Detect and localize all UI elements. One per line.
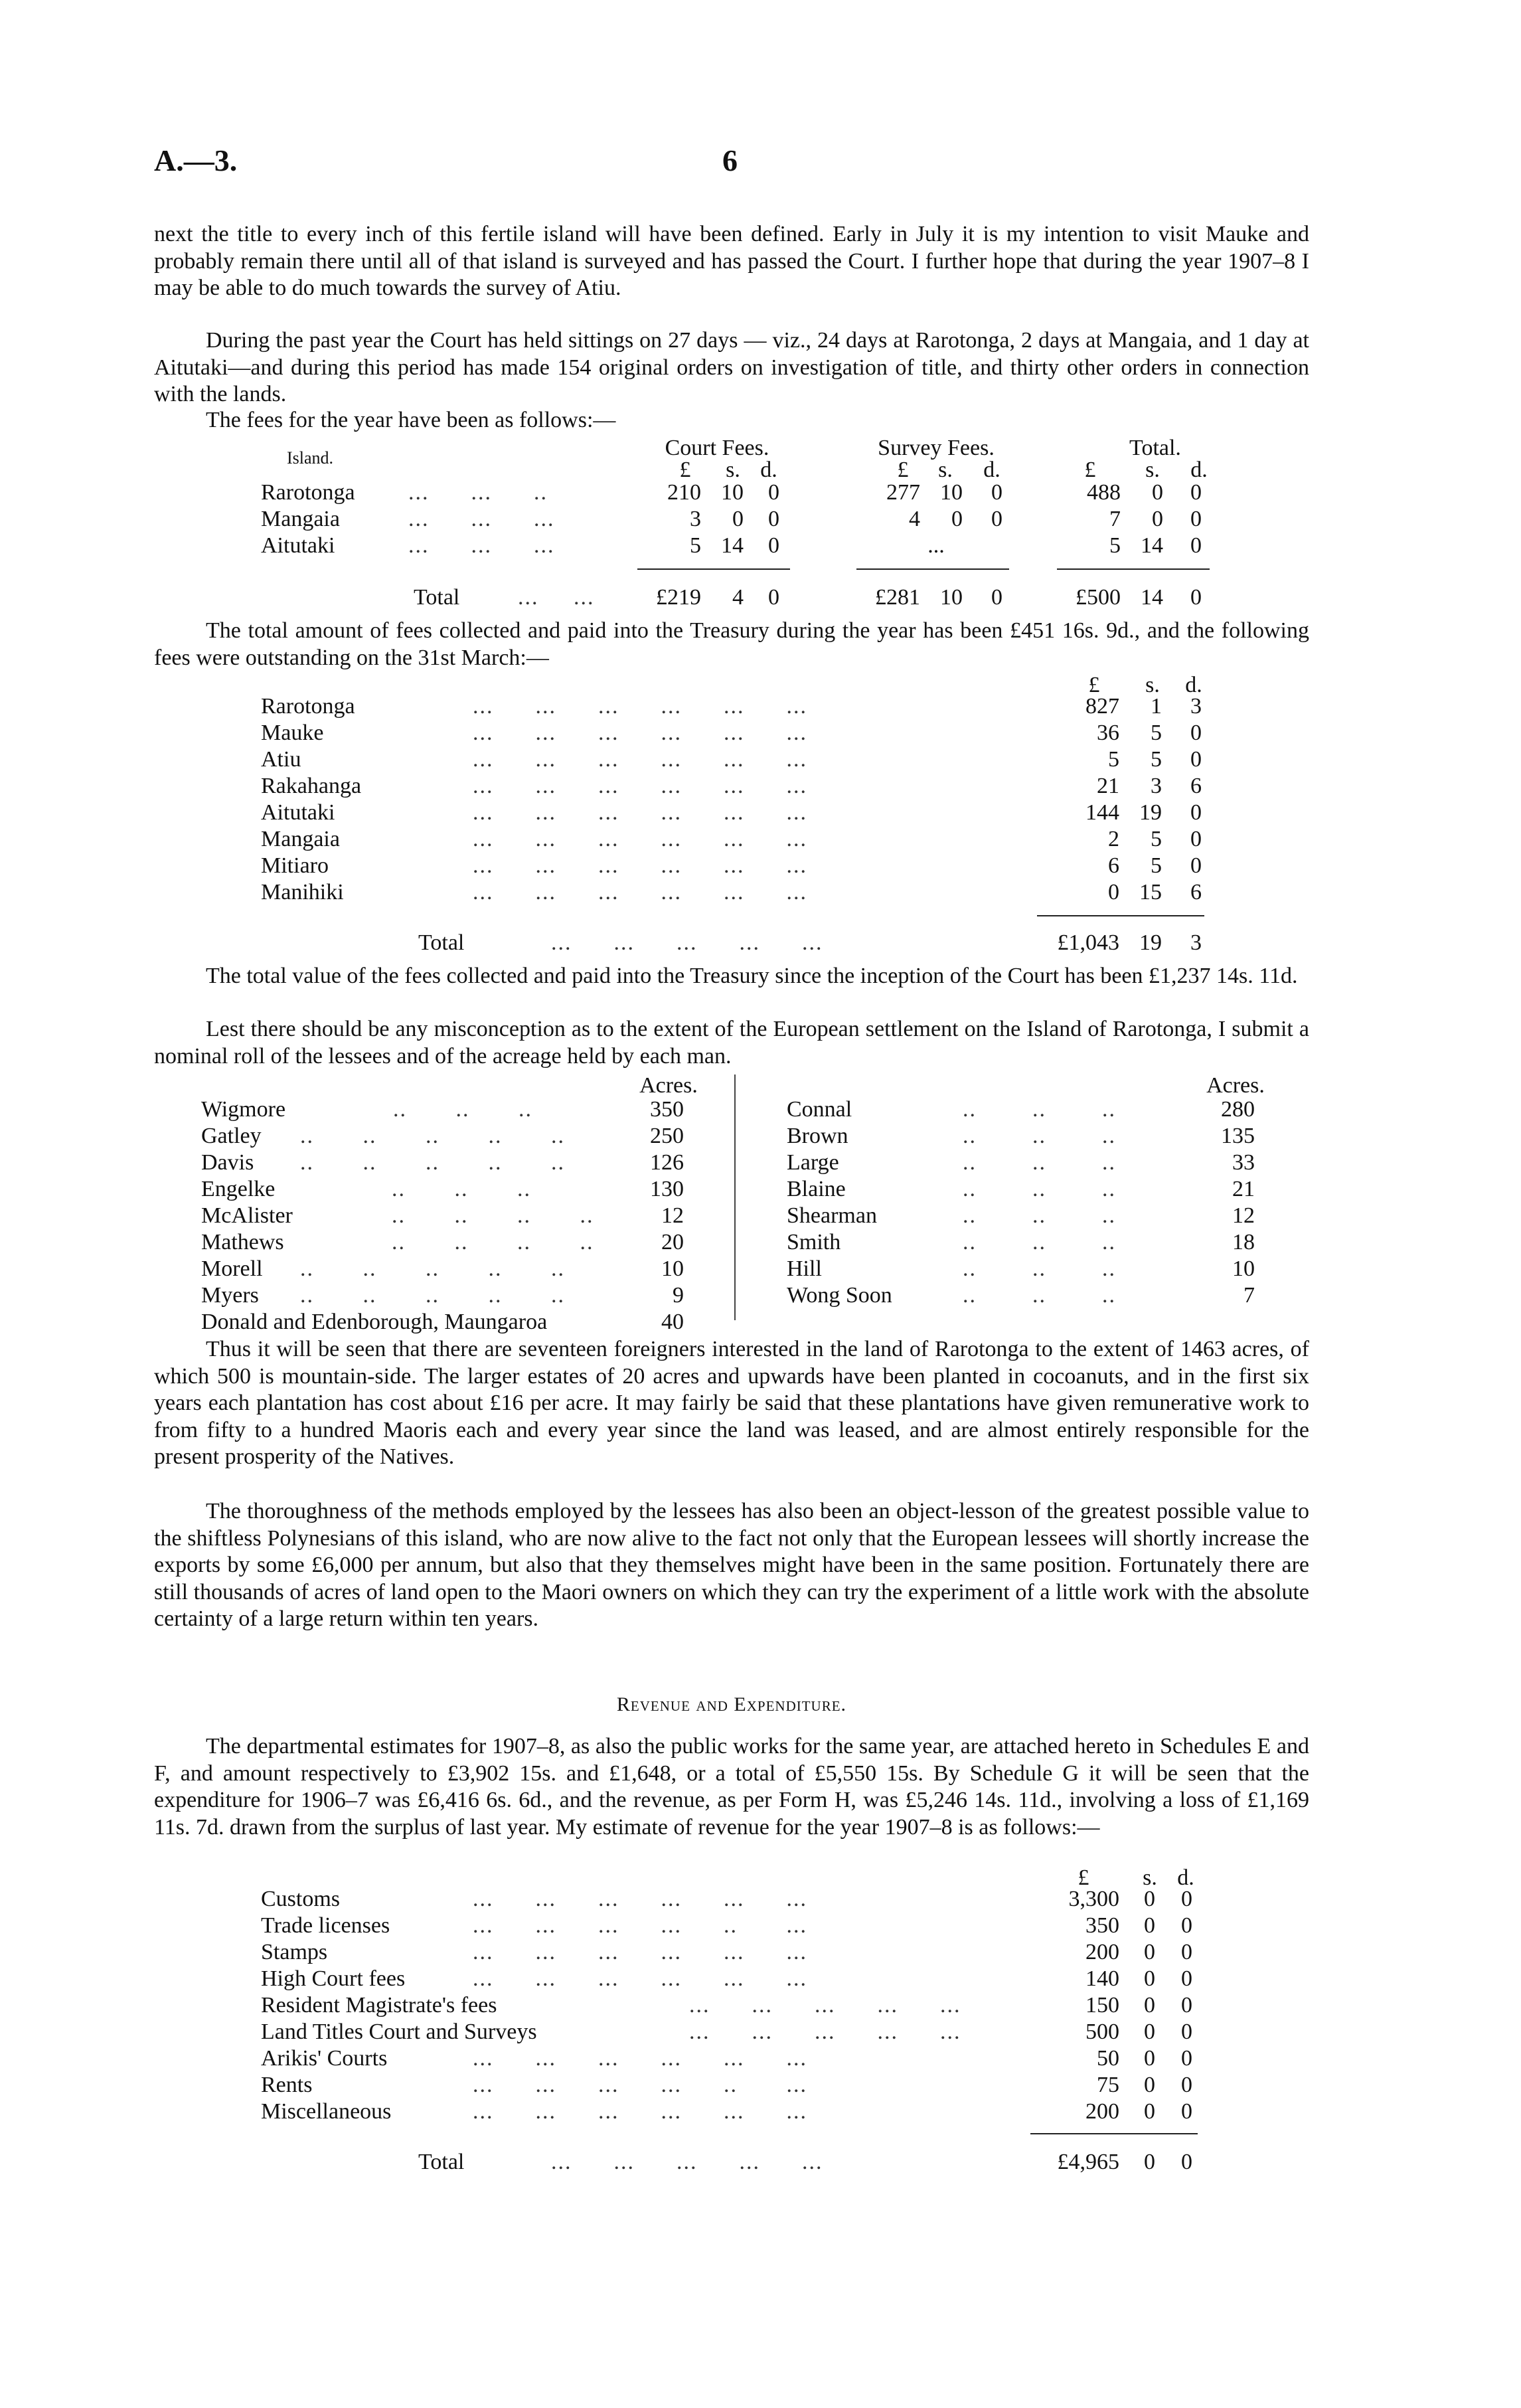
revenue-unit: d. bbox=[1177, 1865, 1194, 1890]
paragraph-1: next the title to every inch of this fertile island will have been defined. Early in July it is my intention to visit Mauke and probably remain there until all of that island is surveyed and has passed the Court. I further hope that during the year 1907–8 I may be able to do much towards the survey of Atiu. bbox=[154, 222, 1309, 300]
fees-col-total: Total. bbox=[1129, 436, 1181, 460]
paragraph-4: The total amount of fees collected and paid into the Treasury during the year has been £451 16s. 9d., and the following fees were outstanding on the 31st March:— bbox=[154, 618, 1309, 670]
fees-unit: £ bbox=[1084, 458, 1096, 482]
outstanding-unit: s. bbox=[1145, 673, 1160, 697]
fees-unit: s. bbox=[1145, 458, 1160, 482]
fees-unit: d. bbox=[1190, 458, 1208, 482]
paragraph-2: During the past year the Court has held sittings on 27 days — viz., 24 days at Rarotonga, 2 days at Mangaia, and 1 day at Aitutaki—and during this period has made 154 original orders on investigation of title, and thirty other orders in connection with the lands. bbox=[154, 328, 1309, 406]
fees-total-rule bbox=[637, 568, 790, 570]
fees-unit: £ bbox=[897, 458, 909, 482]
fees-total-rule bbox=[856, 568, 1009, 570]
fees-unit: £ bbox=[679, 458, 691, 482]
fees-unit: s. bbox=[938, 458, 953, 482]
outstanding-unit: £ bbox=[1088, 673, 1100, 697]
fees-total-rule bbox=[1057, 568, 1210, 570]
outstanding-total-rule bbox=[1037, 915, 1204, 916]
paragraph-9: The departmental estimates for 1907–8, as also the public works for the same year, are attached hereto in Schedules E and F, and amount respectively to £3,902 15s. and £1,648, or a total of £5,550 15s. By Schedule G it will be seen that the expenditure for 1906–7 was £6,416 6s. 6d., and the revenue, as per Form H, was £5,246 14s. 11d., involving a loss of £1,169 11s. 7d. drawn from the surplus of last year. My estimate of revenue for the year 1907–8 is as follows:— bbox=[154, 1734, 1309, 1840]
paragraph-3: The fees for the year have been as follows:— bbox=[206, 408, 616, 432]
page-number: 6 bbox=[722, 143, 738, 177]
document-code: A.—3. bbox=[154, 143, 238, 177]
fees-col-island: Island. bbox=[287, 448, 334, 468]
outstanding-unit: d. bbox=[1185, 673, 1202, 697]
revenue-unit: £ bbox=[1078, 1865, 1089, 1890]
lessees-acres-label: Acres. bbox=[639, 1073, 698, 1098]
fees-col-survey: Survey Fees. bbox=[878, 436, 995, 460]
fees-col-court: Court Fees. bbox=[665, 436, 769, 460]
fees-unit: d. bbox=[760, 458, 777, 482]
document-page: A.—3. 6 next the title to every inch of this fertile island will have been defined. Early in July it is my intention to visit Mauke and probably remain there until all of that island is surveyed and has passed the Court. I further hope that during the year 1907–8 I may be able to do much towards the survey of Atiu. During the past year the Court has held sittings on 27 days — viz., 24 days at Rarotonga, 2 days at Mangaia, and 1 day at Aitutaki—and during this period has made 154 original orders on investigation of title, and thirty other orders in connection with the lands. The fees for the year have been as follows:— Island. Court Fees. Survey Fees. Total. £ s. d. £ s. d. £ s. d. Rarotonga ... ... .. 210 10 0 277 10 0 488 0 0 Mangaia ... ... ... 3 0 0 4 0 0 7 0 0 Aitutaki ... ... ... 5 14 0 ... 5 14 0 Total ... ... £219 4 0 £281 10 0 £500 14 0 The total amount of fees collected and paid into the Treasury during the year has been £451 16s. 9d., and the following fees were outstanding on the 31st March:— £ s. d. Rarotonga ... ... ... ... ... ... 827 1 3 Mauke ... ... ... ... ... ... 36 5 0 Atiu ... ... ... ... ... ... 5 5 0 Rakahanga ... ... ... ... ... ... 21 3 6 Aitutaki ... ... ... ... ... ... 144 19 0 Mangaia ... ... ... ... ... ... 2 5 0 Mitiaro ... ... ... ... ... ... 6 5 0 Manihiki ... ... ... ... ... ... 0 15 6 Total ... ... ... ... ... £1,043 19 3 The total value of the fees collected and paid into the Treasury since the inception of the Court has been £1,237 14s. 11d. Lest there should be any misconception as to the extent of the European settlement on the Island of Rarotonga, I submit a nominal roll of the lessees and of the acreage held by each man. Acres. Acres. Wigmore .. .. .. 350 Gatley .. .. .. .. .. 250 Davis .. .. .. .. .. 126 Engelke .. .. .. 130 McAlister .. .. .. .. 12 Mathews .. .. .. .. 20 Morell .. .. .. .. .. 10 Myers .. .. .. .. .. 9 Donald and Edenborough, Maungaroa 40 Connal .. .. .. 280 Brown .. .. .. 135 Large .. .. .. 33 Blaine .. .. .. 21 Shearman .. .. .. 12 Smith .. .. .. 18 Hill .. .. .. 10 Wong Soon .. .. .. 7 Thus it will be seen that there are seventeen foreigners interested in the land of Rarotonga to the extent of 1463 acres, of which 500 is mountain-side. The larger estates of 20 acres and upwards have been planted in cocoanuts, and in the first six years each plantation has cost about £16 per acre. It may fairly be said that these plantations have given remunerative work to from fifty to a hundred Maoris each and every year since the land was leased, and are almost entirely responsible for the present prosperity of the Natives. The thoroughness of the methods employed by the lessees has also been an object-lesson of the greatest possible value to the shiftless Polynesians of this island, who are now alive to the fact not only that the European lessees will shortly increase the exports by some £6,000 per annum, but also that they themselves might have been in the same position. Fortunately there are still thousands of acres of land open to the Maori owners on which they can try the experiment of a little work with the absolute certainty of a large return within ten years. Revenue and Expenditure. The departmental estimates for 1907–8, as also the public works for the same year, are attached hereto in Schedules E and F, and amount respectively to £3,902 15s. and £1,648, or a total of £5,550 15s. By Schedule G it will be seen that the expenditure for 1906–7 was £6,416 6s. 6d., and the revenue, as per Form H, was £5,246 14s. 11d., involving a loss of £1,169 11s. 7d. drawn from the surplus of last year. My estimate of revenue for the year 1907–8 is as follows:— £ s. d. Customs ... ... ... ... ... ... 3,300 0 0 Trade licenses ... ... ... ... .. ... 350 0 0 Stamps ... ... ... ... ... ... 200 0 0 High Court fees ... ... ... ... ... ... 140 0 0 Resident Magistrate's fees ... ... ... ... ... 150 0 0 Land Titles Court and Surveys ... ... ... ... ... 500 0 0 Arikis' Courts ... ... ... ... ... ... 50 0 0 Rents ... ... ... ... .. ... 75 0 0 Miscellaneous ... ... ... ... ... ... 200 0 0 Total ... ... ... ... ... £4,965 0 0 bbox=[154, 143, 1309, 2174]
revenue-total-rule bbox=[1030, 2133, 1198, 2134]
lessees-acres-label: Acres. bbox=[1206, 1073, 1265, 1098]
section-heading: Revenue and Expenditure. bbox=[616, 1693, 847, 1715]
paragraph-8: The thoroughness of the methods employed by the lessees has also been an object-lesson of the greatest possible value to the shiftless Polynesians of this island, who are now alive to the fact not only that the European lessees will shortly increase the exports by some £6,000 per annum, but also that they themselves might have been in the same position. Fortunately there are still thousands of acres of land open to the Maori owners on which they can try the experiment of a little work with the absolute certainty of a large return within ten years. bbox=[154, 1499, 1309, 1631]
fees-unit: d. bbox=[983, 458, 1001, 482]
lessees-column-divider bbox=[734, 1075, 736, 1320]
paragraph-6: Lest there should be any misconception as to the extent of the European settlement on the Island of Rarotonga, I submit a nominal roll of the lessees and of the acreage held by each man. bbox=[154, 1017, 1309, 1069]
paragraph-5: The total value of the fees collected and paid into the Treasury since the inception of the Court has been £1,237 14s. 11d. bbox=[206, 964, 1298, 988]
fees-unit: s. bbox=[726, 458, 740, 482]
revenue-unit: s. bbox=[1143, 1865, 1157, 1890]
paragraph-7: Thus it will be seen that there are seventeen foreigners interested in the land of Rarotonga to the extent of 1463 acres, of which 500 is mountain-side. The larger estates of 20 acres and upwards have been planted in cocoanuts, and in the first six years each plantation has cost about £16 per acre. It may fairly be said that these plantations have given remunerative work to from fifty to a hundred Maoris each and every year since the land was leased, and are almost entirely responsible for the present prosperity of the Natives. bbox=[154, 1337, 1309, 1469]
